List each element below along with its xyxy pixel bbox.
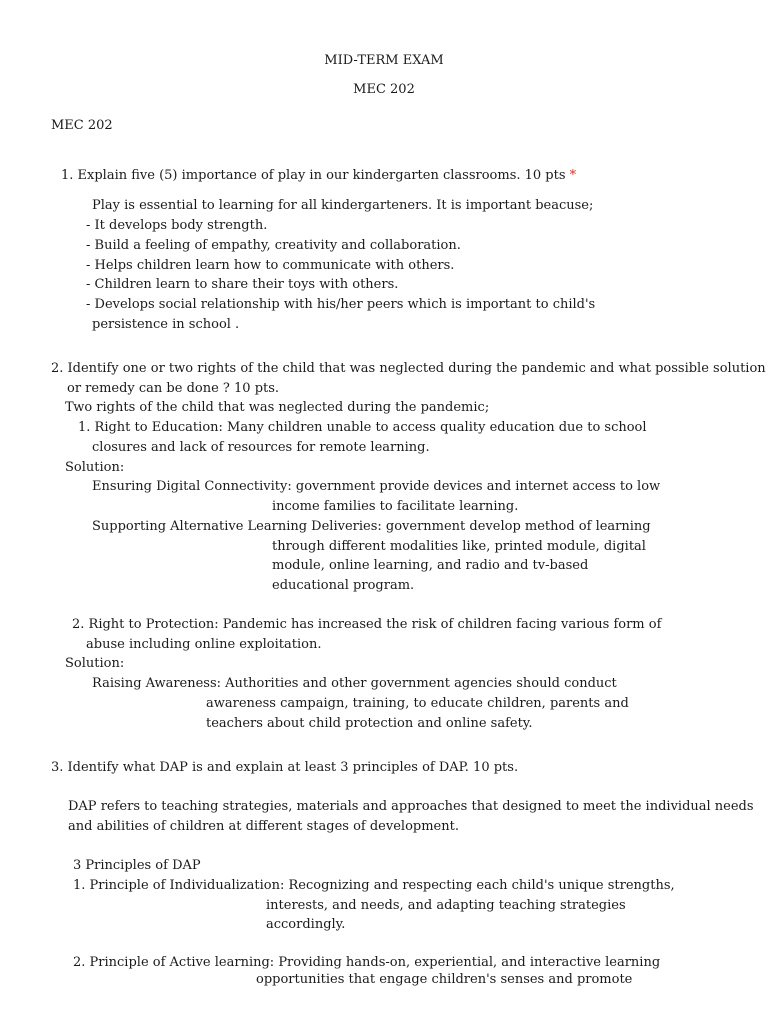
q2-right-2: 2. Right to Protection: Pandemic has increased the risk of children facing various form of (72, 617, 662, 632)
question-3: 3. Identify what DAP is and explain at least 3 principles of DAP. 10 pts. (51, 760, 519, 775)
q3-principle-1-cont: interests, and needs, and adapting teaching strategies (266, 898, 626, 913)
q1-answer-item: - Build a feeling of empathy, creativity and collaboration. (86, 238, 461, 253)
q1-answer-item: - Helps children learn how to communicate with others. (86, 258, 455, 273)
q2-solution-1a-cont: income families to facilitate learning. (272, 499, 519, 514)
question-2: 2. Identify one or two rights of the child that was neglected during the pandemic and what possible solution (51, 361, 766, 376)
q2-solution-2-cont: awareness campaign, training, to educate children, parents and (206, 696, 629, 711)
q1-answer-item: - It develops body strength. (86, 218, 268, 233)
q3-principle-2: 2. Principle of Active learning: Providing hands-on, experiential, and interactive learning (73, 955, 661, 970)
q3-principle-1-cont: accordingly. (266, 917, 346, 932)
q2-solution-1b-cont: module, online learning, and radio and tv-based (272, 558, 589, 573)
course-code-heading: MEC 202 (353, 82, 415, 97)
question-2-cont: or remedy can be done ? 10 pts. (67, 381, 280, 396)
q2-solution-label: Solution: (65, 656, 125, 671)
q3-principle-2-cont: opportunities that engage children's senses and promote (256, 972, 633, 987)
question-1 (61, 166, 576, 186)
q2-solution-label: Solution: (65, 460, 125, 475)
q1-answer-item: - Children learn to share their toys with others. (86, 277, 399, 292)
q3-definition-cont: and abilities of children at different stages of development. (68, 819, 459, 834)
q2-solution-1b-cont: through different modalities like, printed module, digital (272, 539, 646, 554)
q2-solution-1b: Supporting Alternative Learning Deliveries: government develop method of learning (92, 519, 651, 534)
question-1-text: 1. Explain five (5) importance of play in our kindergarten classrooms. 10 pts (61, 168, 566, 183)
q2-solution-2: Raising Awareness: Authorities and other government agencies should conduct (92, 676, 617, 691)
q1-answer-item-cont: persistence in school . (92, 317, 240, 332)
q3-definition: DAP refers to teaching strategies, materials and approaches that designed to meet the individual needs (68, 799, 754, 814)
q1-answer-intro: Play is essential to learning for all kindergarteners. It is important beacuse; (92, 198, 594, 213)
q3-principles-title: 3 Principles of DAP (73, 858, 201, 873)
q2-right-1: 1. Right to Education: Many children unable to access quality education due to school (78, 420, 647, 435)
exam-title: MID-TERM EXAM (324, 53, 444, 68)
q1-answer-item: - Develops social relationship with his/her peers which is important to child's (86, 297, 596, 312)
required-asterisk: * (569, 168, 577, 183)
q2-solution-1a: Ensuring Digital Connectivity: government provide devices and internet access to low (92, 479, 661, 494)
q2-right-1-cont: closures and lack of resources for remote learning. (92, 440, 430, 455)
q2-right-2-cont: abuse including online exploitation. (86, 637, 322, 652)
q2-solution-2-cont: teachers about child protection and online safety. (206, 716, 533, 731)
q3-principle-1: 1. Principle of Individualization: Recognizing and respecting each child's unique strengths, (73, 878, 675, 893)
q2-intro: Two rights of the child that was neglected during the pandemic; (65, 400, 490, 415)
course-code-label: MEC 202 (51, 118, 113, 133)
q2-solution-1b-cont: educational program. (272, 578, 415, 593)
